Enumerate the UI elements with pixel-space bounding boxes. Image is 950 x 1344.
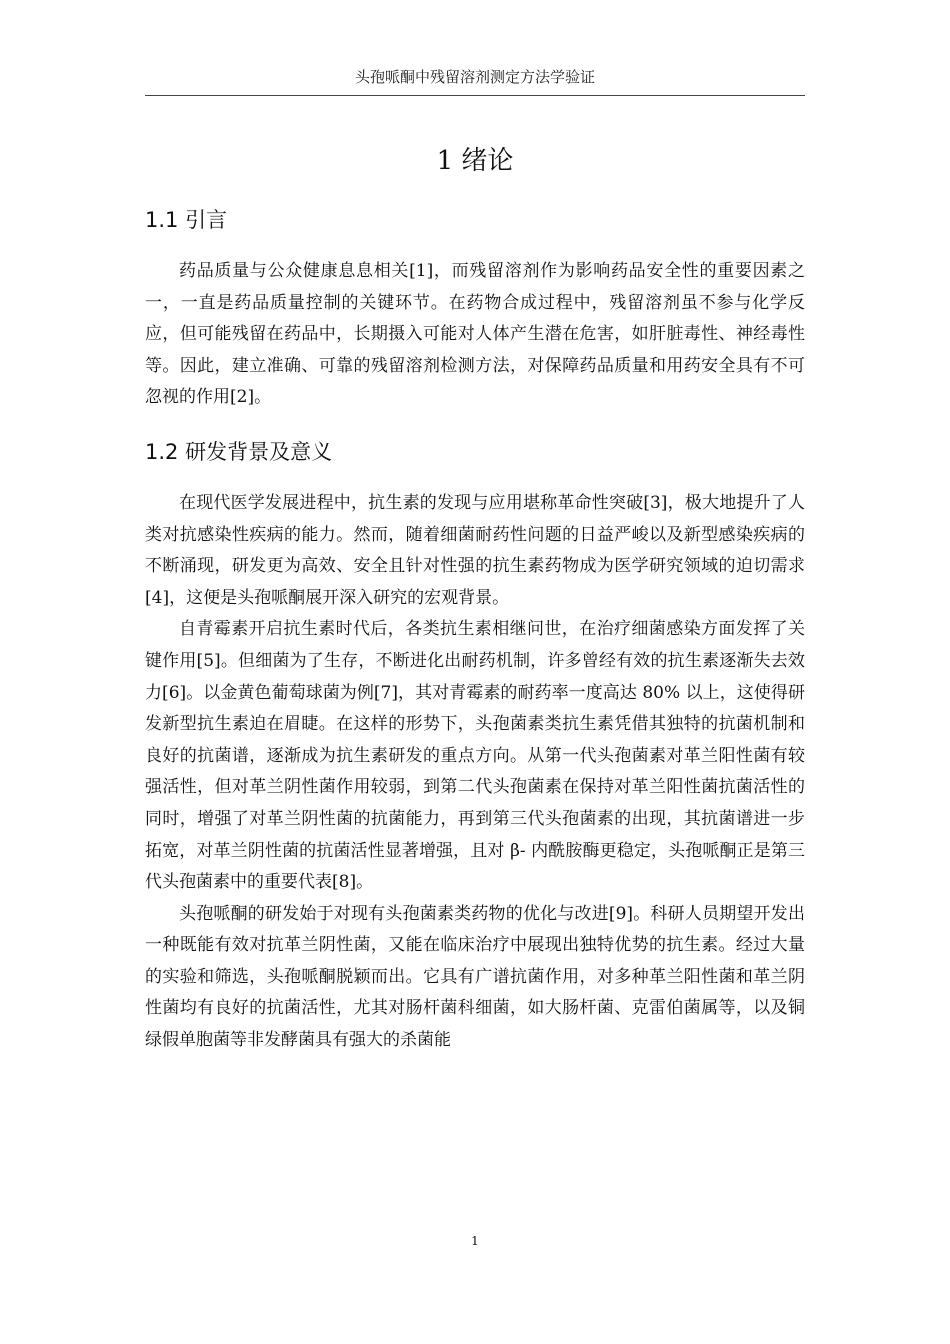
paragraph: 药品质量与公众健康息息相关[1]，而残留溶剂作为影响药品安全性的重要因素之一，一直是药品质量控制的关键环节。在药物合成过程中，残留溶剂虽不参与化学反应，但可能残留在药品中，长期摄入可能对人体产生潜在危害，如肝脏毒性、神经毒性等。因此，建立准确、可靠的残留溶剂检测方法，对保障药品质量和用药安全具有不可忽视的作用[2]。: [145, 261, 805, 408]
header-rule: [145, 95, 805, 96]
section-heading-background: 1.2 研发背景及意义: [145, 439, 333, 464]
chapter-title: 1 绪论: [436, 146, 514, 176]
page-number: 1: [471, 1234, 479, 1248]
paragraph: 在现代医学发展进程中，抗生素的发现与应用堪称革命性突破[3]，极大地提升了人类对抗感染性疾病的能力。然而，随着细菌耐药性问题的日益严峻以及新型感染疾病的不断涌现，研发更为高效、安全且针对性强的抗生素药物成为医学研究领域的迫切需求[4]，这便是头孢哌酮展开深入研究的宏观背景。: [145, 492, 805, 608]
paragraph: 头孢哌酮的研发始于对现有头孢菌素类药物的优化与改进[9]。科研人员期望开发出一种既能有效对抗革兰阴性菌，又能在临床治疗中展现出独特优势的抗生素。经过大量的实验和筛选，头孢哌酮脱颖而出。它具有广谱抗菌作用，对多种革兰阳性菌和革兰阴性菌均有良好的抗菌活性，尤其对肠杆菌科细菌，如大肠杆菌、克雷伯菌属等，以及铜绿假单胞菌等非发酵菌具有强大的杀菌能: [145, 903, 805, 1051]
paragraph: 自青霉素开启抗生素时代后，各类抗生素相继问世，在治疗细菌感染方面发挥了关键作用[5]。但细菌为了生存，不断进化出耐药机制，许多曾经有效的抗生素逐渐失去效力[6]。以金黄色葡萄球菌为例[7]，其对青霉素的耐药率一度高达 80% 以上，这使得研发新型抗生素迫在眉睫。在这样的形势下，头孢菌素类抗生素凭借其独特的抗菌机制和良好的抗菌谱，逐渐成为抗生素研发的重点方向。从第一代头孢菌素对革兰阳性菌有较强活性，但对革兰阴性菌作用较弱，到第二代头孢菌素在保持对革兰阳性菌抗菌活性的同时，增强了对革兰阴性菌的抗菌能力，再到第三代头孢菌素的出现，其抗菌谱进一步拓宽，对革兰阴性菌的抗菌活性显著增强，且对 β- 内酰胺酶更稳定，头孢哌酮正是第三代头孢菌素中的重要代表[8]。: [145, 619, 805, 893]
running-header: 头孢哌酮中残留溶剂测定方法学验证: [354, 68, 595, 86]
section-heading-intro: 1.1 引言: [145, 208, 228, 232]
body-content: [145, 200, 805, 1057]
